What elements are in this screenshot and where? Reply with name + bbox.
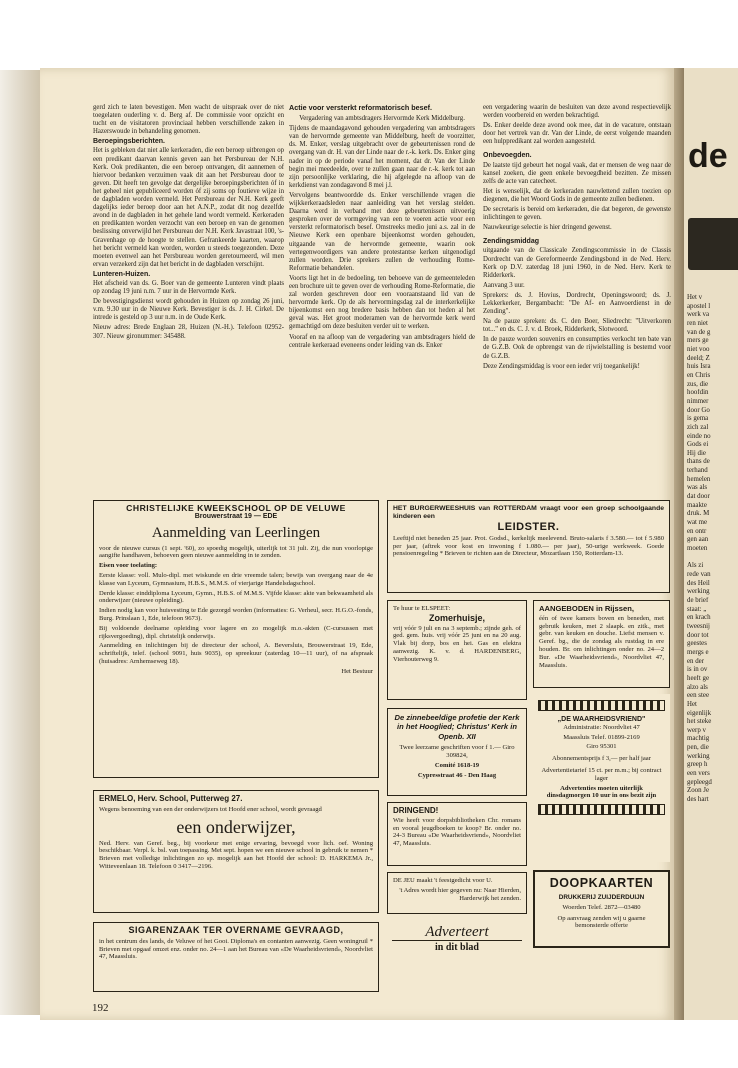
next-page-line: tweesnij [687,622,710,630]
next-page-line: ren niet [687,319,708,327]
ad-elspeet [387,600,527,700]
next-page-line: niet voo [687,345,710,353]
column-2 [289,104,475,352]
next-page-line: deeld; Z [687,354,710,362]
col2-p3: Voorts ligt het in de bedoeling, ten behoeve van de gemeenteleden een brochure uit te geven over de verhouding Rome-Reformatie, die zal worden geschreven door een vooraanstaand lid van de hervormde kerk. Op de als hervormingsdag zal de interkerkelijke bijeenkomst een nog bredere basis hebben dan tot heden al het geval was. Het groot moderamen van de hervormde kerk werd gemachtigd om deze besluiten verder uit te werken. [289,274,475,331]
next-page-line: wat me [687,519,708,527]
dringend-head: DRINGEND! [393,806,439,815]
kweekschool-p7: Aanmelding en inlichtingen bij de directeur der school, A. Beversluis, Brouwerstraat 19, Ede, schriftelijk, telef. (school 9091, huis 9035), op spreekuur (zaterdag 10—11 uur), of na afspraak (huisadres: Arnhemseweg 18). [99,642,373,665]
kweekschool-p2: Eisen voor toelating: [99,562,158,570]
next-page-line: een stee [687,692,709,700]
next-page-line: door tot [687,631,709,639]
next-page-line: moeten [687,545,708,553]
doopkaarten-p2: Woerden Telef. 2872—03480 [562,903,641,911]
ermelo-head: ERMELO, Herv. School, Putterweg 27. [99,794,243,803]
ad-profetie [387,708,527,796]
dringend-p1: Wie heeft voor dorpsbibliotheken Chr. romans en vooral jeugdboeken te koop? Br. onder no. 24-3 Bureau «De Waarheidsvriend», Noordvliet 47, Maassluis. [393,816,521,848]
next-page-line: geestes [687,640,707,648]
col3-z2: Aanvang 3 uur. [483,281,525,289]
next-page-line: werk va [687,311,710,319]
next-page-line: dat door [687,493,710,501]
next-page-line: een vers [687,770,710,778]
col3-enker: Ds. Enker deelde deze avond ook mee, dat in de vacature, ontstaan door het vertrek van dr. Van der Linde, de eerst volgende maanden een hulppredikant zal worden aangesteld. [483,122,671,146]
waarheidsvriend-p1: Administratie: Noordvliet 47 [563,723,640,731]
col1-intro: gerd zich te laten bevestigen. Men wacht de uitspraak over de niet toegelaten ouderling v. d. Berg af. De commissie voor opzicht en tucht en de visitatoren provinciaal hebben verschillende zaken in Hazerswoude in behandeling genomen. [93,104,284,136]
page-gutter [674,68,684,1020]
col1-lunteren-3: Nieuw adres: Brede Englaan 28, Huizen (N.-H.). Telefoon 02952-307. Nieuw gironummer: 345488. [93,324,284,340]
page-number: 192 [92,1002,109,1014]
next-page-headline: de [688,137,728,175]
profetie-p2: Comité 1618-19 [434,761,480,769]
ad-dringend [387,802,527,866]
next-page-line: het steke [687,718,712,726]
adverteert-line2: in dit blad [435,942,479,953]
kweekschool-title: Aanmelding van Leerlingen [151,524,321,541]
col3-onb-4: Nauwkeurige selectie is hier dringend gewenst. [483,224,612,232]
next-page-line: gen aan [687,536,709,544]
heading-actie: Actie voor versterkt reformatorisch besef. [289,103,433,112]
col1-lunteren-2: De bevestigingsdienst wordt gehouden in Huizen op zondag 26 juni, v.m. 9.30 uur in de Nieuwe Kerk. Bevestiger is ds. J. H. Cirkel. De intrede is gesteld op 3 uur n.m. in de Oude Kerk. [93,298,284,322]
elspeet-head: Te huur te ELSPEET: [393,605,451,612]
col1-lunteren-1: Het afscheid van ds. G. Boer van de gemeente Lunteren vindt plaats op zondag 19 juni n.m. 7 uur in de Hervormde Kerk. [93,279,284,296]
kweekschool-p1: voor de nieuwe cursus (1 sept. '60), zo spoedig mogelijk, uiterlijk tot 31 juli. Zij, die nun voorlopige aangifte handhaven, behoeven geen nieuwe aanmelding in te zenden. [99,544,373,560]
kweekschool-p3: Eerste klasse: voll. Mulo-dipl. met wiskunde en drie vreemde talen; bewijs van overgang naar de 4e klasse van Lyceum, Gymnasium, H.B.S., M.M.S. of vierjarige Handelsdagschool. [99,571,373,587]
kweekschool-p6: Bij voldoende deelname opleiding voor lagere en zo mogelijk m.o.-akten (C-cursussen met rijksvergoeding), dipl. christelijk onderwijs. [99,624,373,640]
doopkaarten-p1: DRUKKERIJ ZUIJDERDUIJN [558,894,645,901]
spine-shadow [0,70,40,1015]
doopkaarten-p3: Op aanvraag zenden wij u gaarne bemonsterde offerte [557,914,646,930]
next-page-line [687,554,738,563]
next-page-line: mergs e [687,648,709,656]
next-page-line: Als zi [687,562,704,570]
next-page-line: gepleegd [687,778,712,786]
ad-doopkaarten [533,870,670,948]
col3-z5: In de pauze worden souvenirs en consumpties verkocht ten bate van de G.Z.B. Ook de opbrengst van de rijwielstalling is bestemd voor de G.Z.B. [483,336,671,360]
col3-onb-2: Het is wenselijk, dat de kerkeraden nauwlettend zullen toezien op diegenen, die het Woord Gods in de gemeente zullen bedienen. [483,187,671,203]
ermelo-title: een onderwijzer, [176,816,296,837]
next-page-line: greep h [687,761,708,769]
col1-beroeping: Het is gebleken dat niet alle kerkeraden, die een beroep uitbrengen op een predikant daarvan kennis geven aan het Persbureau der N.H. Kerk. Ook predikanten, die een beroep ontvangen, dit aannemen of hiervoor bedanken verzuimen vaak dit aan het Persbureau door te geven. Dit heeft ten gevolge dat dergelijke beroepingsberichten óf in het geheel niet gepubliceerd worden óf zij soms op foutieve wijze in de dagbladen worden vermeld. Het Persbureau der N.H. Kerk geeft dagelijks ieder beroep door aan het A.N.P., zodat dit nog dezelfde avond in de dagbladen in het gehele land wordt vermeld. Kerkeraden en predikanten worden verzocht van een beroep en van de genomen beslissing onverwijld het Persbureau der N.H. Kerk Javastraat 100, 's-Gravenhage op de hoogte te stellen. Gefrankeerde kaarten, waarop het bericht vermeld kan worden, worden u steeds toegezonden. Deze moeten evenwel aan het Persbureau worden geretourneerd, wil men ervan verzekerd zijn dat het bericht in de dagbladen verschijnt. [93,147,284,268]
ad-waarheidsvriend [533,694,670,862]
next-page-line: machtig [687,735,710,743]
next-page-line: thans de [687,458,710,466]
next-page-line: nimmer [687,397,709,405]
next-page-line: apostel l [687,302,711,310]
ad-weeshuis [387,500,670,593]
weeshuis-head: HET BURGERWEESHUIS van ROTTERDAM vraagt voor een groep schoolgaande kinderen een [393,505,664,520]
waarheidsvriend-head: „DE WAARHEIDSVRIEND" [557,716,646,723]
next-page-line: mers ge [687,337,709,345]
waarheidsvriend-p4: Abonnementsprijs f 3,— per half jaar [552,755,651,763]
waarheidsvriend-p2: Maassluis Telef. 01899-2169 [563,733,640,741]
kweekschool-p5: Indien nodig kan voor huisvesting te Ede gezorgd worden (informaties: G. Verheul, secr. H.G.O.-fonds, Burg. Prinslaan 1, Ede, telefoon 9673). [99,607,373,622]
col3-cont: een vergadering waarin de besluiten van deze avond respectievelijk werden voorbereid en werden bekrachtigd. [483,104,671,120]
column-3 [483,104,671,373]
col3-z1: uitgaande van de Classicale Zendingscommissie in de Classis Dordrecht van de Gereformeerde Zendingsbond in de Ned. Herv. Kerk op D.V. zaterdag 18 juni 1960, in de Ned. Herv. Kerk te Ridderkerk. [483,247,671,279]
next-page-text [687,294,738,805]
kweekschool-sign: Het Bestuur [341,667,373,675]
col3-onb-1: De laatste tijd gebeurt het nogal vaak, dat er mensen de weg naar de kansel zoeken, die geen enkele bevoegdheid bezitten. Ze missen zelfs de acte van catecheet. [483,161,671,185]
decorative-border-bottom [538,804,665,815]
next-page-line: hemelen [687,475,711,483]
col2-p4: Vooraf en na afloop van de vergadering van ambtsdragers hield de centrale kerkeraad eveneens onder leiding van ds. Enker [289,333,475,349]
next-page-line: werking [687,752,710,760]
decorative-border-top [538,700,665,711]
next-page-line: zus, die [687,380,709,388]
ad-aangeboden [533,600,670,688]
next-page-banner [688,218,738,270]
col2-p2: Vervolgens beantwoordde ds. Enker verschillende vragen die wijkkerkeraadsleden naar aanleiding van het verslag stelden. Daarna werd in verband met deze gebeurtenissen uitvoerig gesproken over de vormgeving van een te voeren actie voor een versterkt reformatorisch besef. Omstreeks medio juni a.s. zal in de Nieuwe Kerk een openbare bijeenkomst worden gehouden, uitgaande van de hervormde gemeente, waarin ook vertegenwoordigers van andere protestantse kerken uitgenodigd zullen worden. Drie sprekers zullen de verhouding Rome-Reformatie behandelen. [289,191,475,272]
col2-subheading: Vergadering van ambtsdragers Hervormde Kerk Middelburg. [299,115,465,123]
column-1 [93,104,284,343]
next-page-line: de brief [687,596,709,604]
next-page-line: was als [687,484,708,492]
col3-onb-3: De secretaris is bereid om kerkeraden, die dat begeren, de gewenste inlichtingen te geven. [483,206,671,222]
next-page-line: alzo als [687,683,708,691]
next-page-line: werking [687,588,710,596]
next-page-line: en ontr [687,527,707,535]
heading-lunteren: Lunteren-Huizen. [93,270,151,278]
next-page-line: maakte [687,501,707,509]
dejeu-p2: 't Adres wordt hier gegeven nu: Naar Hierden, Harderwijk het zenden. [399,886,521,902]
dejeu-p1: DE JEU maakt 't feestgedicht voor U. [393,877,493,884]
kweekschool-name: CHRISTELIJKE KWEEKSCHOOL OP DE VELUWE [126,503,346,513]
next-page-line: hoofdin [687,389,709,397]
next-page-line: Het [687,700,697,708]
waarheidsvriend-p5: Advertentietarief 15 ct. per m.m.; bij contract lager [541,766,662,782]
weeshuis-title: LEIDSTER. [497,521,560,533]
col3-z6: Deze Zendingsmiddag is voor een ieder vrij toegankelijk! [483,362,640,370]
next-page-line: Zoon Je [687,787,710,795]
waarheidsvriend-p6: Advertenties moeten uiterlijk dinsdagmorgen 10 uur in ons bezit zijn [546,784,657,800]
next-page-line: rede van [687,571,711,578]
profetie-p1: Twee leerzame geschriften voor f 1.— Giro 309824, [399,744,515,760]
sigaren-head: SIGARENZAAK TER OVERNAME GEVRAAGD, [128,925,344,935]
next-page-line: eigenlijk [687,709,712,717]
next-page-line: staat: „ [687,605,707,613]
elspeet-title: Zomerhuisje, [428,612,485,623]
next-page-line: Hij die [687,449,706,457]
col3-z4: Na de pauze spreken: ds. C. den Boer, Sliedrecht: "Uitverkoren tot..." en ds. C. J. v. d. Broek, Ridderkerk, Slotwoord. [483,318,671,334]
next-page-line: Het v [687,294,703,301]
next-page-line: Gods ei [687,441,709,449]
ad-dejeu [387,872,527,914]
next-page-line: des hart [687,796,709,804]
next-page-line: zich zal [687,423,709,431]
waarheidsvriend-p3: Giro 95301 [586,743,617,751]
aangeboden-head: AANGEBODEN in Rijssen, [539,604,634,613]
heading-onbevoegden: Onbevoegden. [483,152,532,160]
ermelo-p2: Ned. Herv. van Geref. beg., bij voorkeur met enige ervaring, bevoegd voor lich. oef. Woning beschikbaar. Verpl. k. bsl. van toepassing. Met sept. hopen we een nieuwe school in gebruik te nemen * Brieven met volledige inlichtingen zo sp. mogelijk aan het Hoofd der school: D. HARKEMA Jr., Witteveenlaan 18. Telefoon 0 3417—2196. [99,839,373,870]
col2-p1: Tijdens de maandagavond gehouden vergadering van ambtsdragers van de hervormde gemeente van Middelburg, heeft de voorzitter, ds. M. Enker, verslag uitgebracht over de gebeurtenissen rond de overgang van dr. H. van der Linde naar de r.-k. kerk. Ds. Enker ging nader in op de periode vanaf het moment, dat dr. Van der Linde begin mei meedeelde, over te zullen gaan naar de r.-k. kerk tot aan zijn persoonlijke verklaring, die hij afgelegde na afloop van de kerkdienst van zondagavond 8 mei j.l. [289,125,475,189]
ad-adverteert [387,920,527,962]
ad-kweekschool [93,500,379,778]
weeshuis-p1: Leeftijd niet beneden 25 jaar. Prot. Godsd., kerkelijk meelevend. Bruto-salaris f 3.580.— tot f 5.980 per jaar, (aftrek voor kost en inwoning f 1.080.— per jaar), 50-urige werkweek. Goede pensioenregeling * Brieven te richten aan de Directeur, Mozartlaan 150, Rotterdam-13. [393,534,664,558]
heading-beroepingsberichten: Beroepingsberichten. [93,138,165,146]
heading-zendingsmiddag: Zendingsmiddag [483,238,539,246]
elspeet-p1: vrij vóór 9 juli en na 3 septemb.; zijnde geh. of ged. gem. huis. vrij vóór 25 juni en na 20 aug. Vlak bij dorp, bos en hei. Gas en elektra aanwezig. K. v. d. HARDENBERG, Vierhouterweg 9. [393,624,521,663]
kweekschool-p4: Derde klasse: einddiploma Lyceum, Gymn., H.B.S. of M.M.S. Vijfde klasse: akte van bekwaamheid als onderwijzer (nieuwe opleiding). [99,589,373,605]
adverteert-line1: Adverteert [392,924,522,941]
next-page-line: is in ov [687,666,708,674]
ad-sigarenzaak [93,922,379,992]
aangeboden-p1: één of twee kamers boven en beneden, met gebruik keuken, met 2 slaapk. en zitk., met gebr. van keuken en douche. Liefst mensen v. Geref. bg., die de zondag als rustdag in ere houden. Br. om inlichtingen onder no. 24—2 Bur. «De Waarheidsvriend», Noordvliet 47, Maassluis. [539,614,664,669]
profetie-p3: Cypresstraat 46 - Den Haag [417,771,497,779]
next-page-line: en Chris [687,371,711,379]
next-page-line: druk. M [687,510,710,518]
next-page-line: van de g [687,328,711,336]
next-page-line: door Go [687,406,710,414]
next-page-line: terhand [687,467,708,475]
kweekschool-address: Brouwerstraat 19 — EDE [194,512,278,520]
next-page-line: is gema [687,415,709,423]
ermelo-p1: Wegens benoeming van een der onderwijzers tot Hoofd ener school, wordt gevraagd [99,805,322,813]
next-page-line: pen, die [687,744,709,752]
doopkaarten-title: DOOPKAARTEN [549,876,654,890]
next-page-line: en der [687,657,705,665]
next-page-line: huis Isra [687,363,711,371]
next-page [684,68,738,1020]
ad-ermelo [93,790,379,913]
profetie-title: De zinnebeeldige profetie der Kerk in het Hooglied; Christus' Kerk in Openb. XII [394,713,520,741]
sigaren-p1: in het centrum des lands, de Veluwe of het Gooi. Diploma's en contanten aanwezig. Geen woningruil * Brieven met opgaaf omzet enz. onder no. 24—1 aan het Bureau van «De Waarheidsvriend», Noordvliet 47, Maassluis. [99,937,373,961]
next-page-line: werp v [687,726,706,734]
next-page-line: einde no [687,432,711,440]
next-page-line: en krach [687,614,711,622]
next-page-line: heeft ge [687,674,709,682]
col3-z3: Sprekers: ds. J. Hovius, Dordrecht, Openingswoord; ds. J. Lekkerkerker, Bergambacht: "De Af- en Aanvoerdienst in de Zending". [483,291,671,316]
next-page-line: des Heil [687,579,710,587]
